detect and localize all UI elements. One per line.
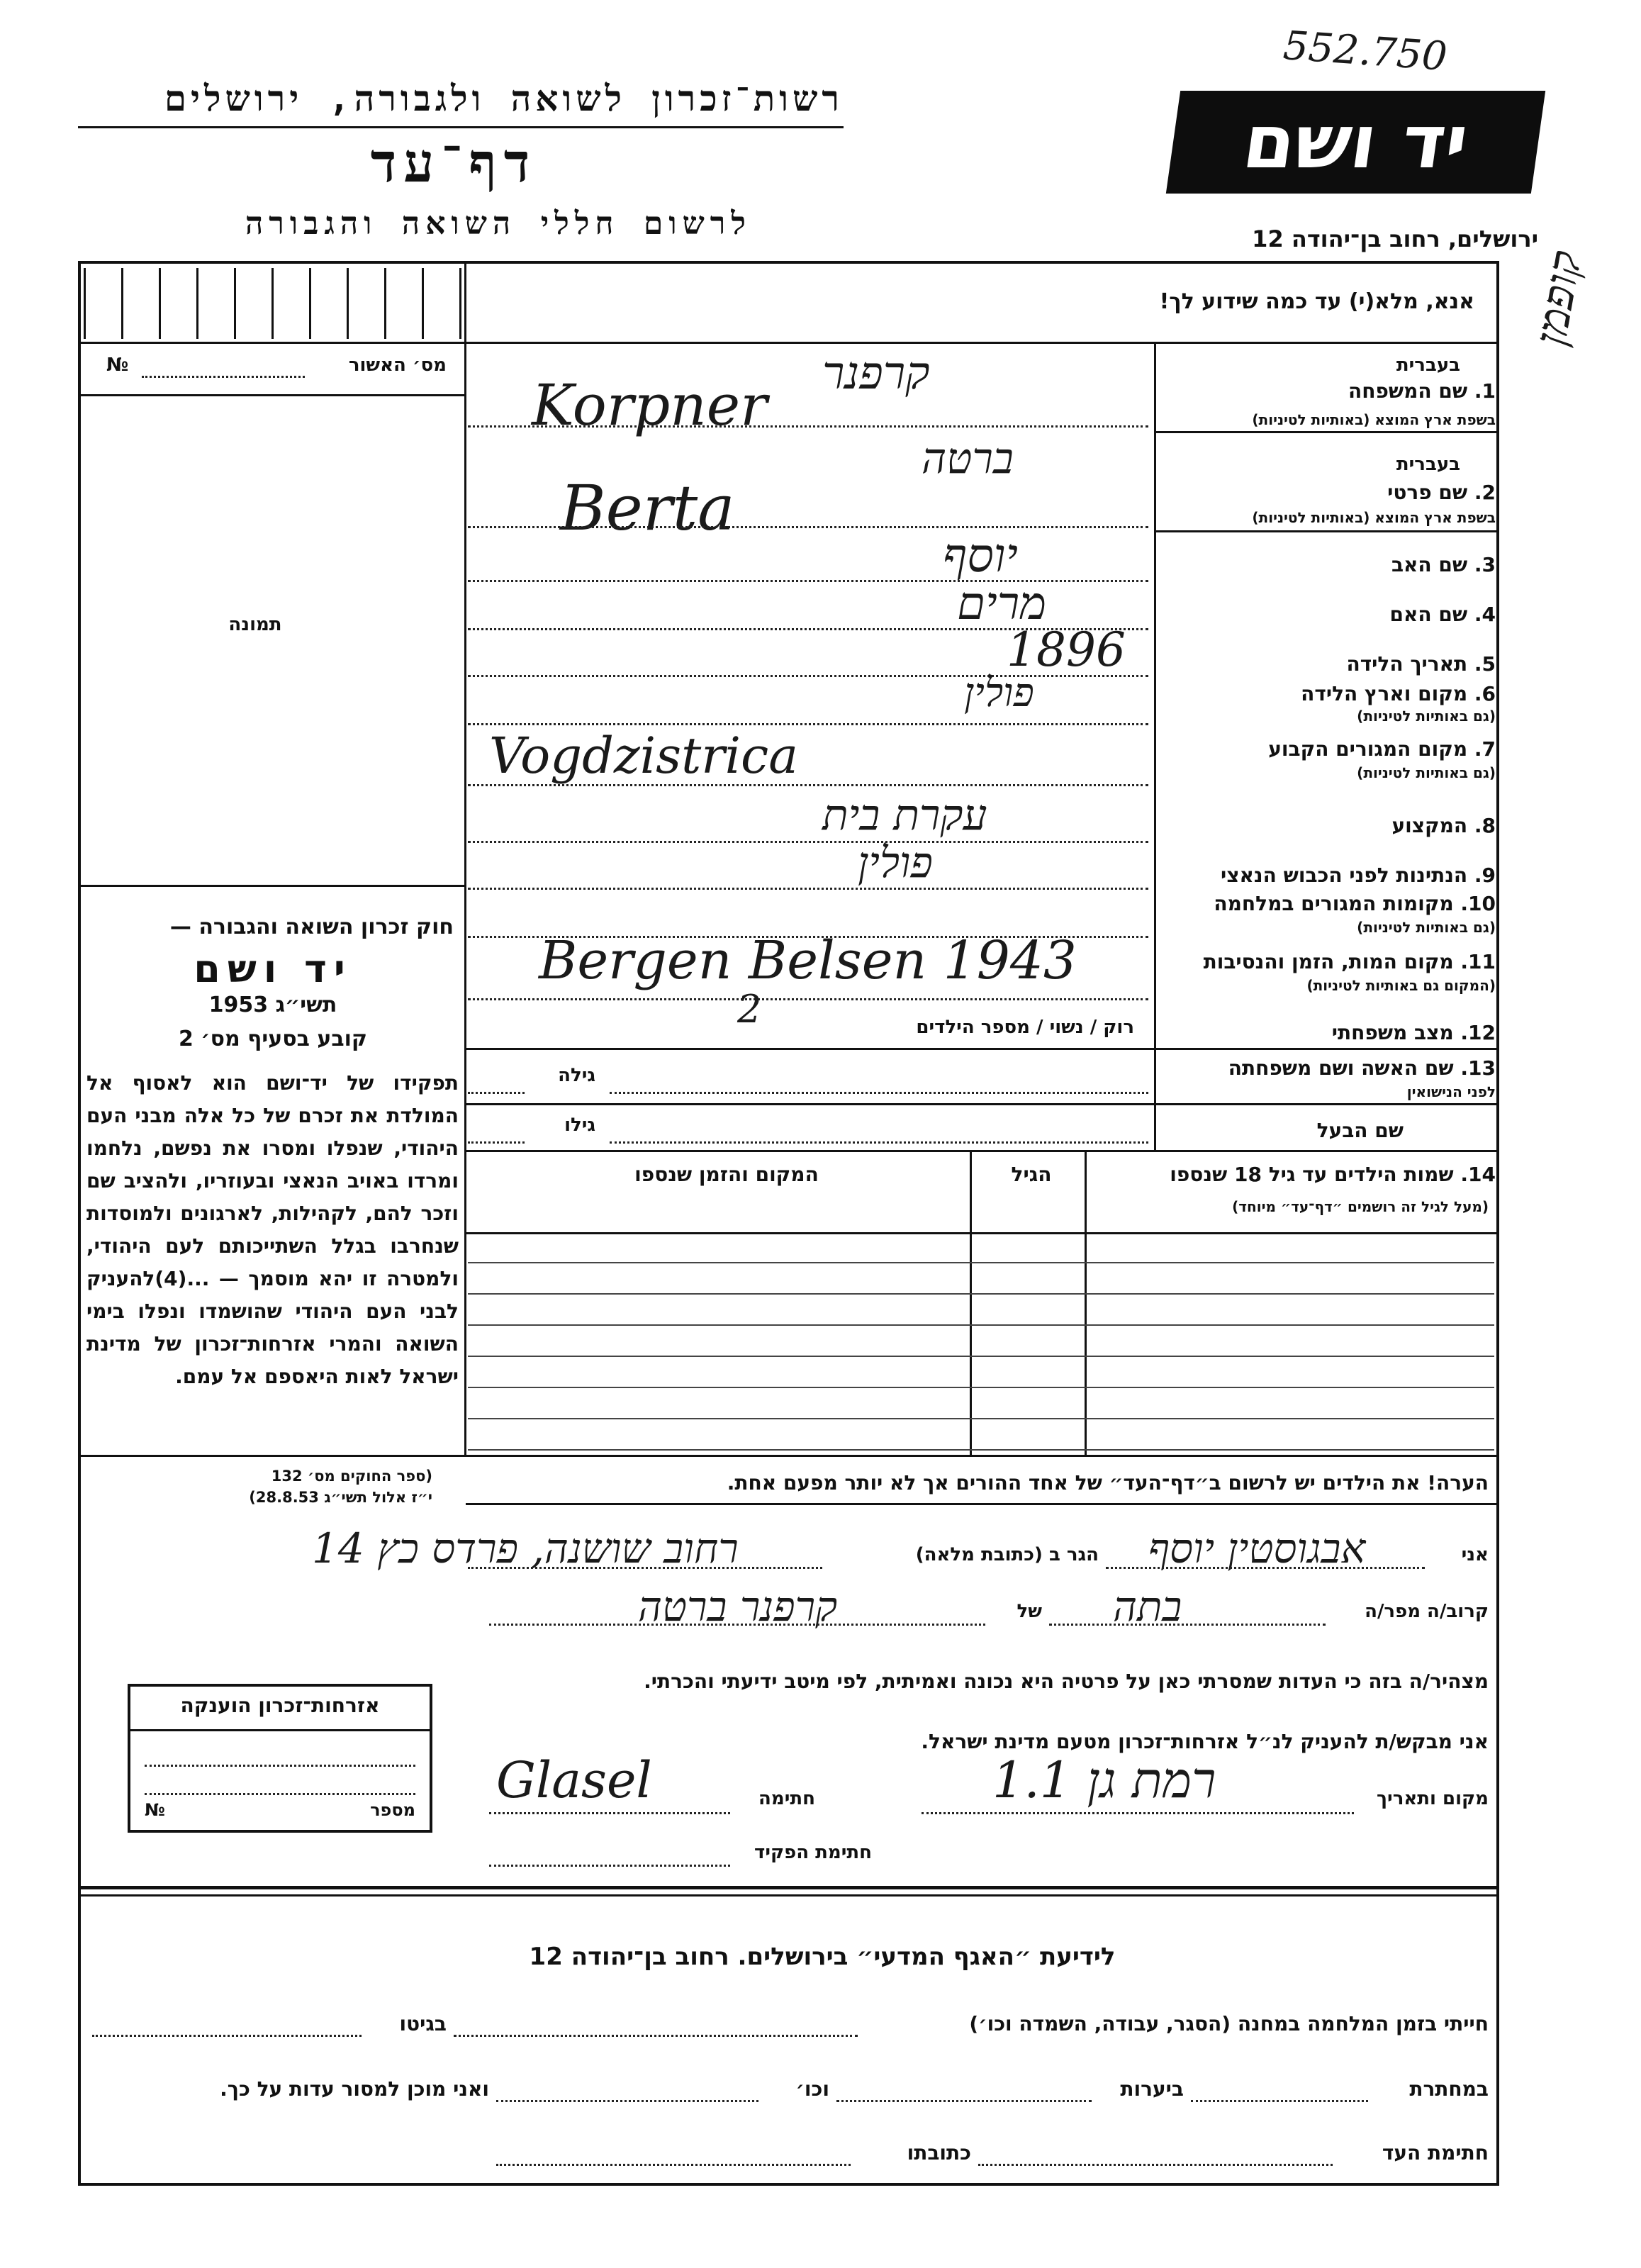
field-1-number: 1. <box>1474 379 1496 403</box>
place-date-value[interactable]: רמת גן 1.1 <box>992 1751 1216 1809</box>
field-4-number: 4. <box>1474 603 1496 626</box>
field-2-number: 2. <box>1474 481 1496 504</box>
yad-vashem-logo <box>1166 91 1545 194</box>
bottom-title: לידיעת ״האגף המדעי״ בירושלים. רחוב בן־יהודה 12 <box>529 1943 1116 1971</box>
field-9-label <box>1170 864 1496 887</box>
citizenship-number-sign: № <box>145 1800 165 1820</box>
children-sub: (מעל לגיל זה רושמים ״דף־עד״ מיוחד) <box>1232 1198 1489 1215</box>
section-separator <box>81 1886 1496 1889</box>
tick-boxes <box>84 268 463 339</box>
field-5-value[interactable]: 1896 <box>1007 622 1126 677</box>
decl-address-value[interactable]: רחוב שושנה, פרדס כץ 14 <box>312 1524 739 1572</box>
field-2-hebrew-tag: בעברית <box>1396 454 1460 475</box>
field-8-name: המקצוע <box>1391 814 1468 837</box>
field-12-options: רוק / נשוי / מספר הילדים <box>916 1017 1134 1038</box>
field-12-label <box>1170 1021 1496 1044</box>
form-subtitle: לרשום חללי השואה והגבורה <box>245 206 751 242</box>
field-7-sub: (גם באותיות לטיניות) <box>1357 764 1496 781</box>
field-2-sub: בשפת ארץ המוצא (באותיות לטיניות) <box>1252 509 1496 526</box>
field-10-name: מקומות המגורים במלחמה <box>1214 892 1454 915</box>
decl-address-label: הגר ב (כתובת מלאה) <box>915 1544 1099 1565</box>
law-clause: קובע בסעיף מס׳ 2 <box>178 1027 368 1051</box>
field-10-number: 10. <box>1460 892 1496 915</box>
decl-relation-value[interactable]: בתה <box>1113 1582 1182 1631</box>
field-5-number: 5. <box>1474 652 1496 676</box>
field-5-name: תאריך הלידה <box>1346 652 1468 676</box>
law-name: יד ושם <box>194 946 352 991</box>
citizenship-box-title: אזרחות־זכרון הוענקה <box>180 1694 380 1717</box>
field-9-value[interactable]: פולין <box>858 838 933 888</box>
field-4-value[interactable]: מרים <box>957 578 1047 630</box>
field-8-value[interactable]: עקרת בית <box>822 791 987 840</box>
decl-request: אני מבקש/ת להעניק לנ״ל אזרחות־זכרון מטעם מדינת ישראל. <box>921 1730 1489 1753</box>
field-9-number: 9. <box>1474 864 1496 887</box>
field-1-name: שם המשפחה <box>1348 379 1468 403</box>
decl-name-value[interactable]: אבגוסטין יוסף <box>1148 1524 1366 1572</box>
husband-age-label: גילו <box>564 1115 595 1136</box>
address: ירושלים, רחוב בן־יהודה 12 <box>1252 225 1538 252</box>
field-13-label <box>1170 1056 1496 1080</box>
authority-underline <box>78 126 844 128</box>
law-reference-2: י״ז אלול תשי״ג 28.8.53) <box>249 1489 432 1506</box>
bottom-underground-label: במחתרת <box>1409 2077 1489 2101</box>
citizenship-number-label: מספר <box>370 1800 415 1820</box>
decl-relation-label: קרוב/ה מפר/ה <box>1365 1601 1489 1622</box>
field-4-label <box>1170 603 1496 626</box>
field-2-label <box>1170 481 1496 504</box>
form-title: דף־עד <box>370 131 537 194</box>
margin-handwritten-note: קופמן <box>1524 246 1592 350</box>
field-11-sub: (המקום גם באותיות לטיניות) <box>1306 977 1496 994</box>
place-date-label: מקום ותאריך <box>1377 1788 1489 1809</box>
official-signature-label: חתימת הפקיד <box>754 1842 872 1863</box>
field-7-value[interactable]: Vogdzistrica <box>489 727 798 785</box>
field-10-sub: (גם באותיות לטיניות) <box>1357 919 1496 936</box>
field-1-value-latin[interactable]: Korpner <box>532 372 768 438</box>
decl-line1-prefix: אני <box>1461 1544 1489 1565</box>
label-column-divider <box>1154 342 1156 1150</box>
field-2-value-latin[interactable]: Berta <box>560 471 735 544</box>
field-8-label <box>1170 814 1496 837</box>
bottom-ghetto-label: בגיטו <box>399 2012 447 2035</box>
field-1-hebrew-tag: בעברית <box>1396 354 1460 376</box>
bottom-witness-sign-label: חתימת העד <box>1382 2141 1489 2164</box>
field-6-number: 6. <box>1474 682 1496 705</box>
cert-number-label: מס׳ האשור <box>348 354 447 376</box>
field-6-name: מקום וארץ הלידה <box>1301 682 1468 705</box>
field-6-sub: (גם באותיות לטיניות) <box>1357 708 1496 725</box>
field-12-value[interactable]: 2 <box>737 987 762 1032</box>
field-12-number: 12. <box>1460 1021 1496 1044</box>
children-label <box>1092 1163 1496 1186</box>
field-6-value[interactable]: פולין <box>964 670 1034 716</box>
field-13-sub: לפני הנישואין <box>1406 1083 1496 1100</box>
note-text: הערה! את הילדים יש לרשום ב״דף־העד״ של אחד ההורים אך לא יותר מפעם אחת. <box>727 1471 1489 1495</box>
field-3-number: 3. <box>1474 553 1496 576</box>
field-1-value-hebrew[interactable]: קרפנר <box>822 347 930 400</box>
decl-statement: מצהיר/ה בזה כי העדות שמסרתי כאן על פרטיה היא נכונה ואמיתית, לפי מיטב ידיעתי והכרתי. <box>644 1670 1489 1693</box>
field-12-name: מצב משפחתי <box>1331 1021 1454 1044</box>
children-place-header: המקום והזמן שנספו <box>634 1163 819 1186</box>
children-rows[interactable] <box>468 1232 1494 1453</box>
field-6-label <box>1170 682 1496 705</box>
field-13-number: 13. <box>1460 1056 1496 1080</box>
bottom-camp-label: חייתי בזמן המלחמה במחנה (הסגר, עבודה, השמדה וכו׳) <box>969 2012 1489 2035</box>
field-7-name: מקום המגורים הקבוע <box>1268 737 1468 761</box>
bottom-etc-label: וכו׳ <box>795 2077 829 2101</box>
decl-relative-name[interactable]: קרפנר ברטה <box>638 1582 838 1631</box>
authority-name: רשות־זכרון לשואה ולגבורה, ירושלים <box>164 78 844 119</box>
bottom-address-label: כתובתו <box>907 2141 971 2164</box>
field-3-name: שם האב <box>1391 553 1468 576</box>
field-8-number: 8. <box>1474 814 1496 837</box>
husband-label: שם הבעל <box>1316 1119 1404 1142</box>
field-7-number: 7. <box>1474 737 1496 761</box>
children-number: 14. <box>1460 1163 1496 1186</box>
cert-number-sign: № <box>106 354 129 376</box>
field-2-name: שם פרטי <box>1387 481 1468 504</box>
field-13-name: שם האשה ושם משפחתה <box>1228 1056 1454 1080</box>
field-7-label <box>1170 737 1496 761</box>
signature-value[interactable]: Glasel <box>496 1751 652 1809</box>
signature-label: חתימה <box>758 1788 815 1809</box>
field-5-label <box>1170 652 1496 676</box>
field-1-sub: בשפת ארץ המוצא (באותיות לטיניות) <box>1252 411 1496 428</box>
field-3-label <box>1170 553 1496 576</box>
bottom-forests-label: ביערות <box>1120 2077 1184 2101</box>
children-title: שמות הילדים עד גיל 18 שנספו <box>1170 1163 1454 1186</box>
law-reference-1: (ספר החוקים מס׳ 132 <box>271 1468 432 1485</box>
field-9-name: הנתינות לפני הכבוש הנאצי <box>1221 864 1468 887</box>
law-text: תפקידו של יד־ושם הוא לאסוף אל המולדת את זכרם של כל אלה מבני העם היהודי, שנפלו ומסרו את נפשם, נלחמו ומרדו באויב הנאצי ובעוזריו, ולהציב שם וזכר להם, לקהילות, לארגונים ולמוסדות שנחרבו בגלל השתייכותם לעם היהודי, ולמטרה זו יהא מוסמך — ...(4)להעניק לבני העם היהודי שהושמדו ונפלו בימי השואה והמרי אזרחות־זכרון של מדינת ישראל לאות היאספם אל עמם. <box>86 1071 459 1388</box>
field-11-value[interactable]: Bergen Belsen 1943 <box>539 930 1077 991</box>
field-11-label <box>1170 950 1496 973</box>
decl-of-label: של <box>1016 1601 1042 1622</box>
field-2-value-hebrew[interactable]: ברטה <box>922 434 1014 484</box>
field-1-label <box>1170 379 1496 403</box>
left-panel-divider <box>464 342 466 1455</box>
bottom-willing-label: ואני מוכן למסור עדות על כך. <box>220 2077 489 2101</box>
field-10-label <box>1170 892 1496 915</box>
citizenship-box <box>128 1684 432 1833</box>
law-year: תשי״ג 1953 <box>208 993 337 1017</box>
field-3-value[interactable]: יוסף <box>943 528 1018 583</box>
children-age-header: הגיל <box>1011 1163 1052 1186</box>
intro-text: אנא, מלא(י) עד כמה שידוע לך! <box>1159 289 1474 314</box>
field-4-name: שם האם <box>1389 603 1468 626</box>
field-11-name: מקום המות, הזמן והנסיבות <box>1203 950 1454 973</box>
field-11-number: 11. <box>1460 950 1496 973</box>
archive-number: 552.750 <box>1282 23 1449 80</box>
logo-text: יד ושם <box>1238 99 1474 185</box>
photo-label: תמונה <box>228 614 282 635</box>
field-13-age-label: גילה <box>558 1065 595 1086</box>
law-title: חוק זכרון השואה והגבורה — <box>169 915 454 939</box>
